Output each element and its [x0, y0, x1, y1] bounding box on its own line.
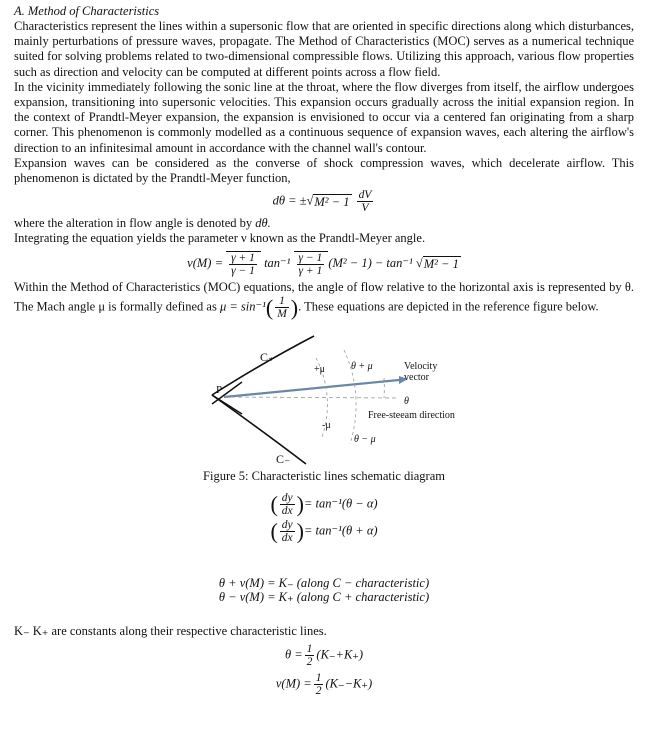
c-plus-line — [212, 336, 314, 395]
solution-equations — [14, 643, 634, 697]
equation-slope-2: ( $\frac{dy}{dx}$ )= tan⁻¹(θ + α) — [270, 518, 378, 544]
equation-slope-1: ( $\frac{dy}{dx}$ )= tan⁻¹(θ − α) — [270, 491, 378, 517]
velocity-label: Velocity — [404, 360, 438, 372]
equation-nu: ν(M) = $\frac{1}{2}$ (K₋−K₊) — [275, 672, 373, 698]
characteristics-diagram — [204, 332, 464, 467]
page — [14, 4, 634, 697]
c-plus-label: C₊ — [260, 349, 275, 364]
c-minus-line — [212, 395, 306, 464]
after-eq1-line: where the alteration in flow angle is denoted by dθ. — [14, 216, 271, 231]
free-stream-label: Free-steeam direction — [368, 409, 455, 421]
slope-equations — [14, 492, 634, 544]
characteristic-equations — [14, 576, 634, 604]
theta-plus-mu-label: θ + μ — [351, 360, 373, 372]
characteristic-lines-figure — [204, 332, 464, 467]
constants-line: K₋ K₊ are constants along their respective characteristic lines. — [14, 623, 327, 638]
figure-caption: Figure 5: Characteristic lines schematic diagram — [203, 468, 445, 483]
equation-k-minus: θ + ν(M) = K₋ (along C − characteristic) — [218, 575, 430, 590]
plus-mu-label: +μ — [314, 363, 326, 375]
integration-line: Integrating the equation yields the parameter ν known as the Prandtl-Meyer angle. — [14, 231, 426, 246]
point-p-label: P — [216, 383, 223, 396]
section-heading: A. Method of Characteristics — [14, 4, 160, 18]
paragraph-2: In the vicinity immediately following the sonic line at the throat, where the flow diverges from itself, the airflow undergoes expansion, transitioning into supersonic velocities. This expansion occurs gradually across the initial expansion region. In the context of Prandtl-Meyer expansion, the expansion is envisioned to occur via a centered fan originating from a sharp corner. This phenomenon is commonly modelled as a continuous sequence of expansion waves, each altering the airflow's direction to an infinitesimal amount in accordance with the channel wall's contour. — [14, 79, 634, 155]
c-minus-label: C₋ — [276, 451, 291, 466]
equation-prandtl-meyer-angle: ν(M) = $\frac{\gamma + 1}{\gamma - 1}$ tan⁻¹ $\frac{\gamma - 1}{\gamma + 1}$ (M² − 1) − tan⁻¹ √M² − 1 — [187, 251, 459, 277]
theta-minus-mu-label: θ − μ — [354, 433, 376, 445]
vector-label: vector — [404, 371, 429, 383]
minus-mu-label: -μ — [322, 419, 331, 431]
equation-prandtl-meyer-differential: dθ = ±√M² − 1 $\frac{dV}{V}$ — [272, 189, 372, 215]
paragraph-3: Expansion waves can be considered as the converse of shock compression waves, which decelerate airflow. This phenomenon is dictated by the Prandtl-Meyer function, — [14, 155, 634, 186]
crossing-line-a — [212, 395, 242, 414]
free-stream-line — [224, 397, 399, 398]
velocity-vector-line — [224, 380, 399, 397]
paragraph-1: Characteristics represent the lines within a supersonic flow that are oriented in specific directions along which disturbances, mainly perturbations of pressure waves, propagate. The Method of Characteristics (MOC) serves as a numerical technique suited for solving problems related to two-dimensional compressible flows. Utilizing this approach, various flow properties such as direction and velocity can be computed at different points across a flow field. — [14, 19, 634, 79]
theta-label: θ — [404, 395, 409, 407]
equation-k-plus: θ − ν(M) = K₊ (along C + characteristic) — [218, 589, 430, 604]
moc-paragraph: Within the Method of Characteristics (MOC) equations, the angle of flow relative to the horizontal axis is represented by θ. The Mach angle μ is formally defined as μ = sin⁻¹( $\frac{1}{M}$ ). These equations are depicted in the reference figure below. — [14, 279, 634, 320]
equation-theta: θ = $\frac{1}{2}$ (K₋+K₊) — [284, 643, 364, 669]
